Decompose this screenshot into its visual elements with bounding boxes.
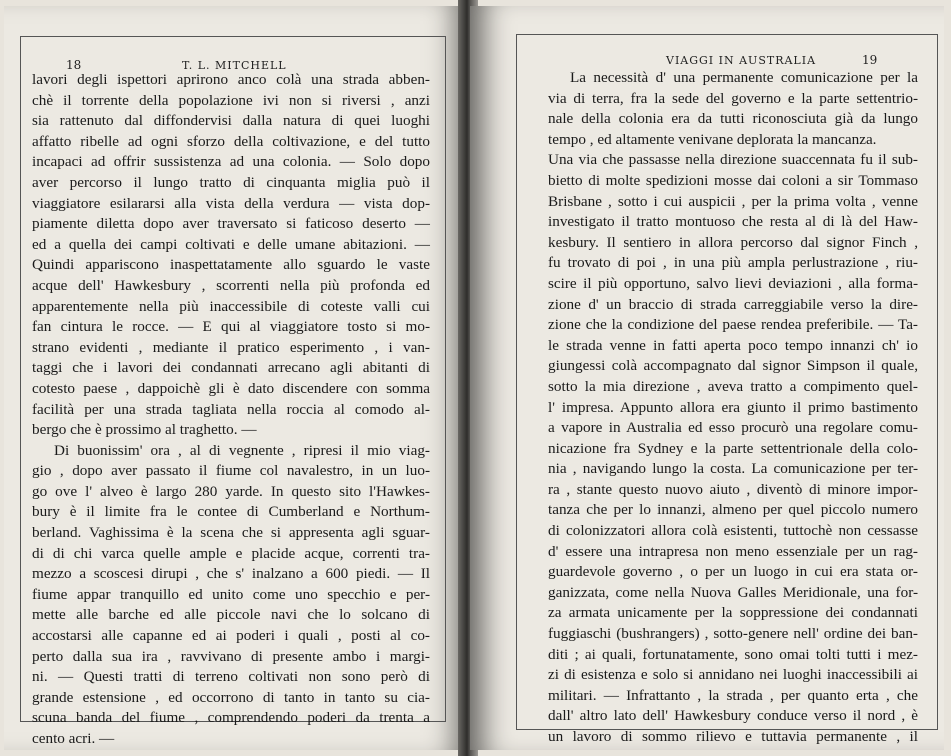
left-body-text [32,70,430,750]
text-line: cento acri. — [32,730,115,747]
text-line: strano evidenti , mediante il pratico esperimento , i van- [32,338,430,356]
text-line: cotesto paese , dappoichè gli è dato discendere con somma [32,379,430,397]
left-page [4,6,466,750]
text-line: za armata unicamente per la soppressione dei condannati [548,604,918,622]
text-line: aver percorso il lungo tratto di cinquanta miglia può il [32,173,430,191]
text-line: taggi che i lavori dei condannati arrecano agli abitanti di [32,359,430,377]
right-body-text [548,68,918,748]
text-line: zione d' un braccio di strada carreggiabile verso la dire- [548,295,918,313]
text-line: a vapore in Australia ed esso procurò una regolare comu- [548,419,918,437]
text-line: Quindi appariscono inaspettatamente allo sguardo le vaste [32,256,430,274]
text-line: ra , stante questo nuovo aiuto , diventò di minore impor- [548,480,918,498]
text-line: incapaci ad offrir sussistenza ad una colonia. — Solo dopo [32,153,430,171]
text-line: perto dalla sua ira , ravvivano di presente ambo i margi- [32,647,430,665]
text-line: scuna banda del fiume , comprendendo poderi da trenta a [32,709,430,727]
text-line: piamente diletta dopo aver traversato si faticoso deserto — [32,215,430,233]
text-line: nicazione fra Sydney e la parte settentrionale della colo- [548,439,918,457]
text-line: go ove l' alveo è largo 280 yarde. In questo sito l'Hawkes- [32,482,430,500]
text-line: giungessi colà accompagnato dal signor Simpson il quale, [548,357,918,375]
text-line: un lavoro di sommo rilievo e tuttavia permanente , il [548,728,918,745]
text-line: guardevole governo , o per un luogo in cui era stata or- [548,563,918,581]
text-line: La necessità d' una permanente comunicazione per la [570,69,918,86]
text-line: ed a quella dei campi coltivati e delle umane abitazioni. — [32,235,430,253]
text-line: sotto la mia direzione , aveva tratto a compimento quel- [548,377,918,395]
text-line: ganizzata, come nella Nuova Galles Meridionale, una for- [548,583,918,601]
text-line: chè il torrente della popolazione ivi non si riversi , anzi [32,91,430,109]
text-line: l' impresa. Appunto allora era giunto il primo bastimento [548,398,918,416]
text-line: scire il più opportuno, salvo lievi deviazioni , alla forma- [548,274,918,292]
text-line: affatto ribelle ad ogni sforzo della coltivazione, e del tutto [32,132,430,150]
text-line: Brisbane , sotto i cui auspicii , per la prima volta , venne [548,192,918,210]
text-line: facilità per una strada tagliata nella roccia al comodo al- [32,400,430,418]
text-line: accostarsi alle capanne ed ai poderi i quali , posti al co- [32,627,430,645]
text-line: grande estensione , ed occorrono di tanto in tanto su cia- [32,688,430,706]
text-line: kesbury. Il sentiero in allora percorso dal signor Finch , [548,233,918,251]
text-line: nia , navigando lungo la costa. La comunicazione per ter- [548,460,918,478]
text-line: mezzo a scoscesi dirupi , che s' inalzano a 600 piedi. — Il [32,565,430,583]
text-line: Di buonissim' ora , al di vegnente , ripresi il mio viag- [54,441,430,459]
text-line: investigato il tratto montuoso che resta al di là del Haw- [548,213,918,231]
text-line: lavori degli ispettori aprirono anco colà una strada abben- [32,71,430,88]
text-line: ni. — Questi tratti di terreno coltivati non sono però di [32,668,430,686]
text-line: via di terra, fra la sede del governo e la parte settentrio- [548,89,918,107]
left-page-number: 18 [66,58,82,72]
text-line: apparentemente nella più inaccessibile di coteste valli cui [32,297,430,315]
text-line: Una via che passasse nella direzione suaccennata fu il sub- [548,151,918,169]
text-line: tempo , ed altamente venivane deplorata la mancanza. [548,130,877,148]
text-line: di colonizzatori allora colà esistenti, tuttochè non cessasse [548,522,918,540]
text-line: fan cintura le rocce. — E qui al viaggiatore tosto si mo- [32,318,430,336]
right-page [470,6,944,750]
right-running-head: VIAGGI IN AUSTRALIA [666,54,817,67]
text-line: bergo che è prossimo al traghetto. — [32,421,257,439]
right-page-number: 19 [862,53,878,67]
text-line: militari. — Infrattanto , la strada , per quanto erta , che [548,686,918,704]
text-line: fu trovato di poi , in una più ampla perlustrazione , riu- [548,254,918,272]
text-line: d' essere una intrapresa non meno essenziale per un rag- [548,542,918,560]
text-line: berland. Vaghissima è la scena che si appresenta agli sguar- [32,524,430,542]
text-line: zione che la condizione del paese rendea preferibile. — Ta- [548,316,918,334]
text-line: tanza che per lo innanzi, almeno per quel piccolo numero [548,501,918,519]
text-line: nale della colonia era da tutti riconosciuta già da lungo [548,110,918,128]
text-line: bury è il limite fra le contee di Cumberland e Northum- [32,503,430,521]
text-line: bietto di molte spedizioni mosse dai coloni a sir Tommaso [548,171,918,189]
text-line: fiume appar tranquillo ed unito come uno specchio e per- [32,585,430,603]
text-line: sia rattenuto dal diffondervisi dalla natura di quei luoghi [32,112,430,130]
text-line: gio , dopo aver passato il fiume col navalestro, in un luo- [32,462,430,480]
text-line: mette alle barche ed alle piccole navi che lo solcano di [32,606,430,624]
text-line: fuggiaschi (bushrangers) , sotto-genere nell' ordine dei ban- [548,625,918,643]
text-line: di di chi varca quelle ample e placide acque, correnti tra- [32,544,430,562]
text-line: zi di esistenza e solo si annidano nei luoghi inaccessibili ai [548,666,918,684]
left-running-head: T. L. MITCHELL [182,59,287,72]
text-line: diti ; ai quali, fortunatamente, sono omai tolti tutti i mez- [548,645,918,663]
text-line: dall' altro lato dell' Hawkesbury conduce verso il nord , è [548,707,918,725]
text-line: viaggiatore esilararsi alla vista della verdura — vista dop- [32,194,430,212]
text-line: le strada venne in fatti aperta poco tempo innanzi ch' io [548,336,918,354]
text-line: acque dell' Hawkesbury , scorrenti nella più profonda ed [32,276,430,294]
